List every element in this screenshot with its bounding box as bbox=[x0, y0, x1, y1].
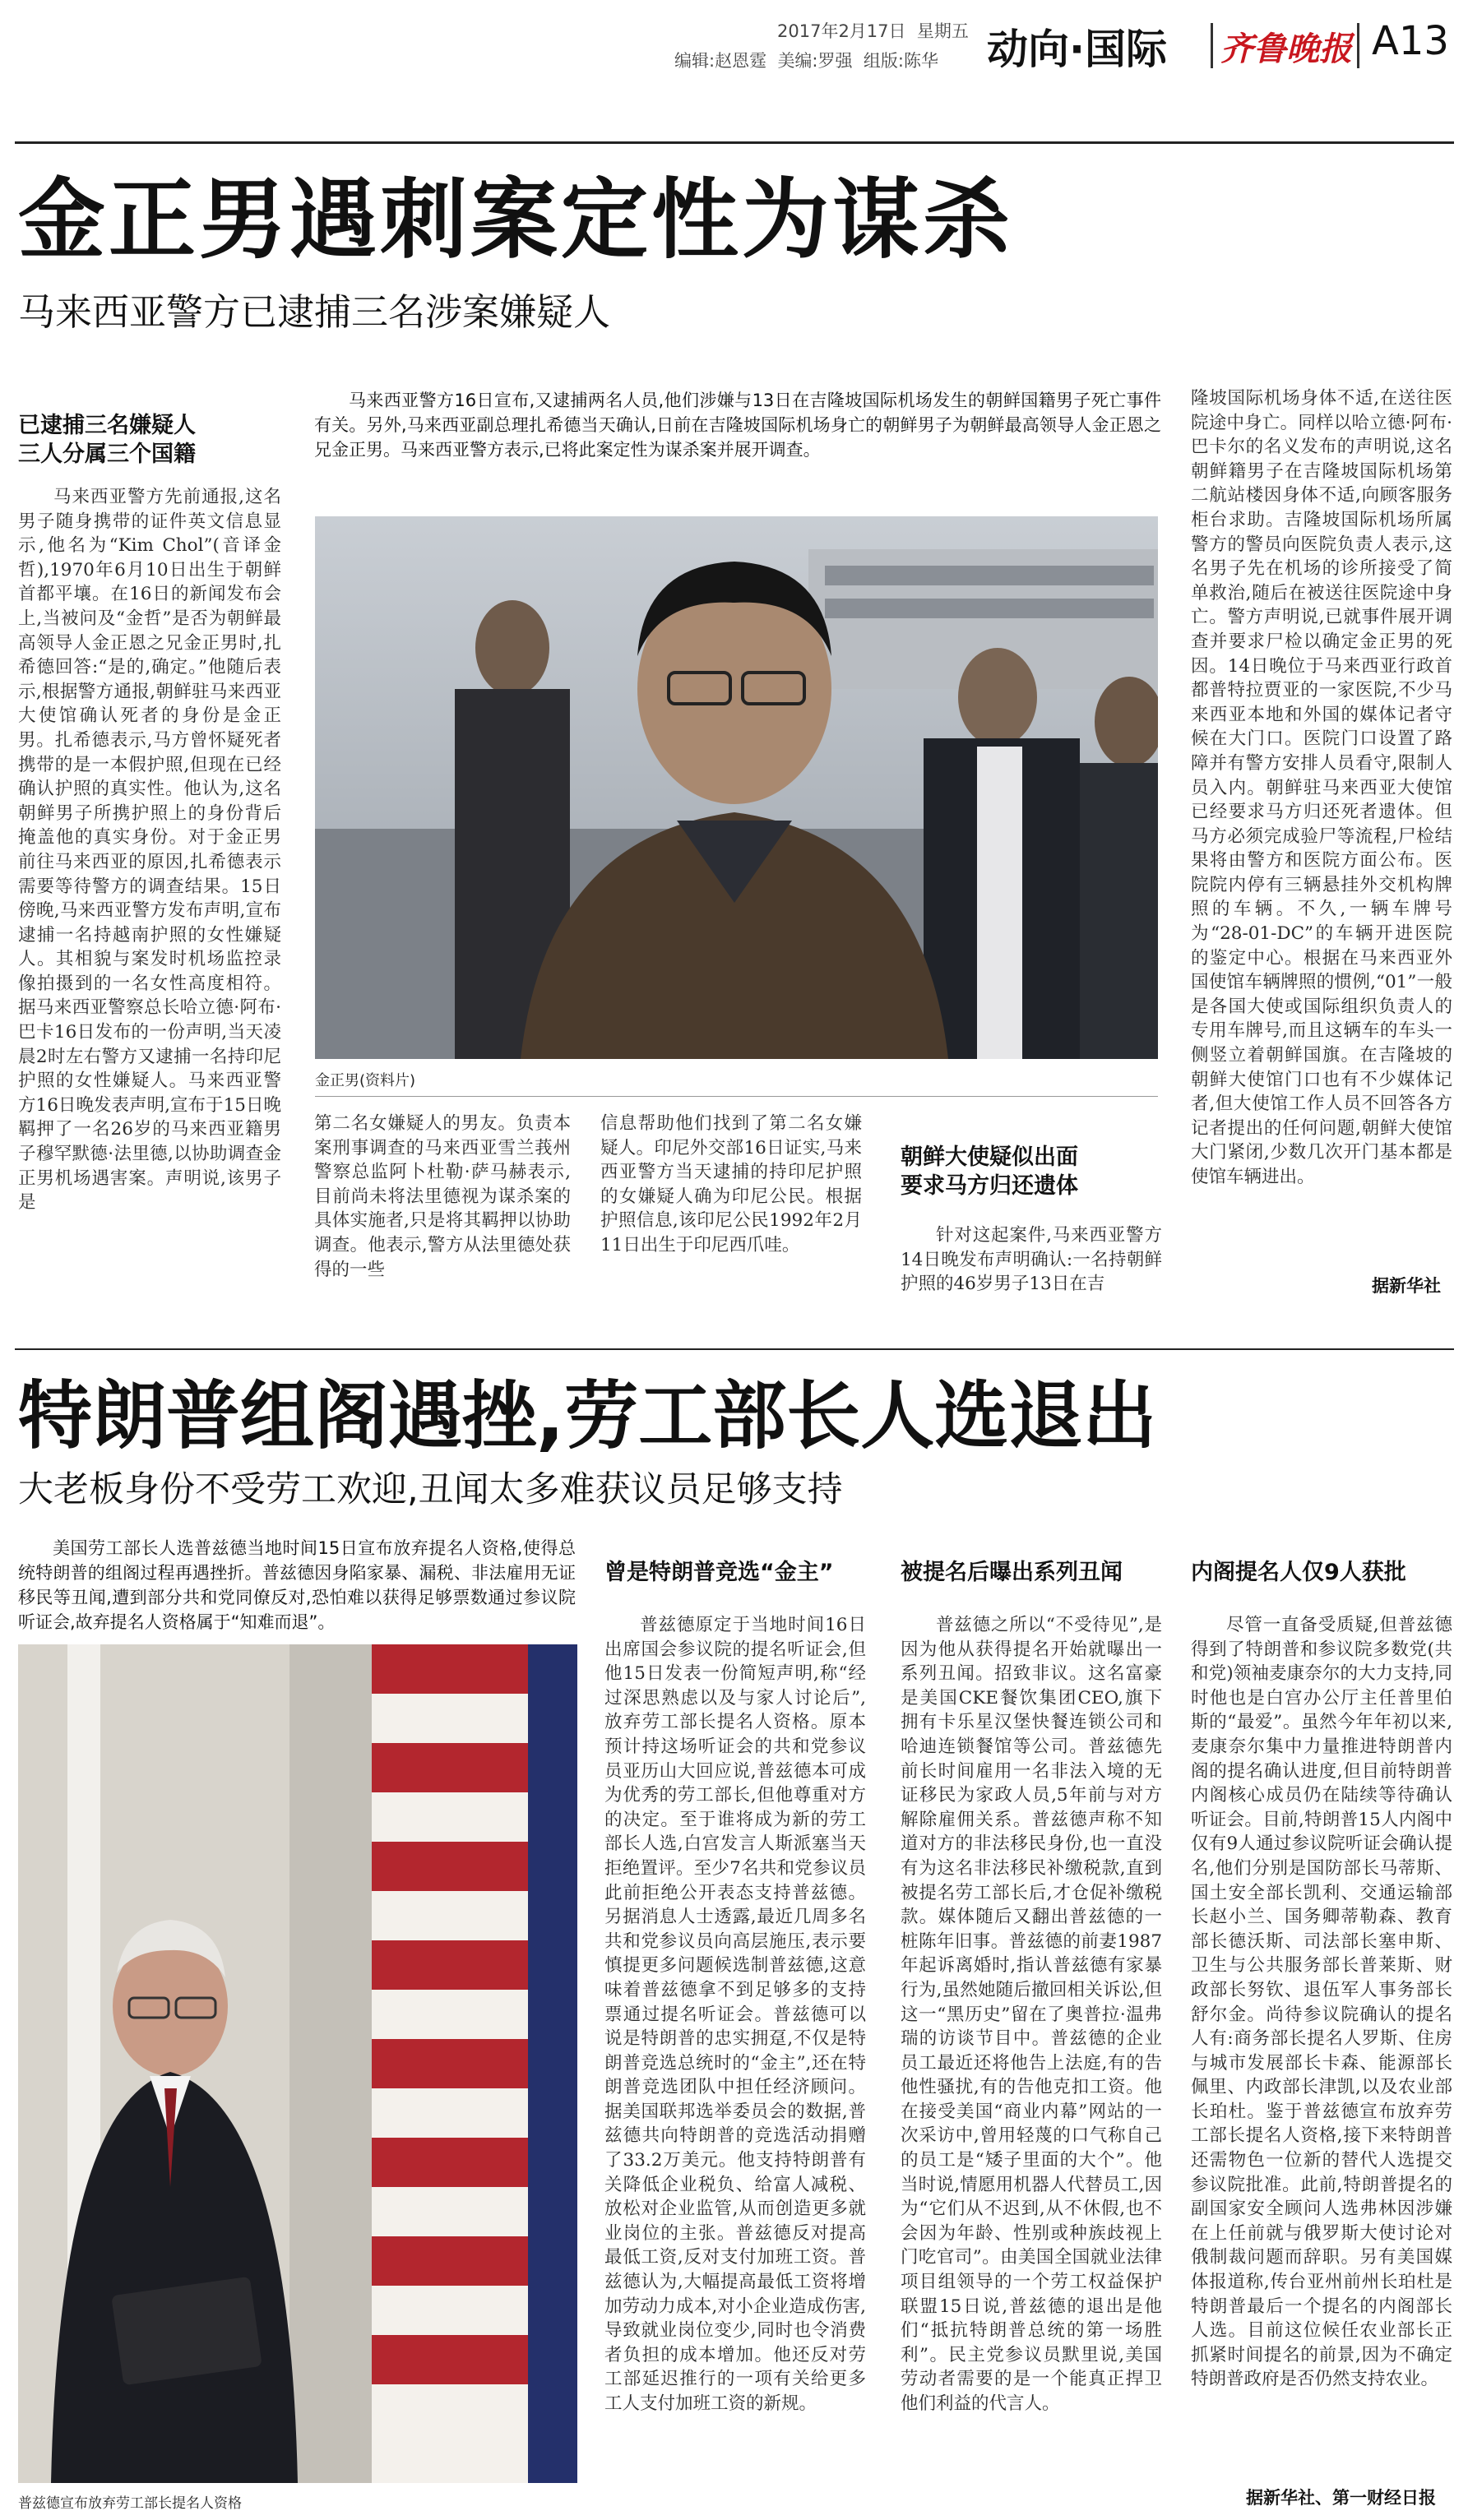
photo1-caption-rule bbox=[315, 1096, 1158, 1097]
story1-col2: 第二名女嫌疑人的男友。负责本案刑事调查的马来西亚雪兰莪州警察总监阿卜杜勒·萨马赫表示,目前尚未将法里德视为谋杀案的具体实施者,只是将其羁押以协助调查。他表示,警方从法里德处获得的一些 bbox=[314, 1113, 571, 1280]
story2-headline: 特朗普组阁遇挫,劳工部长人选退出 bbox=[18, 1373, 1157, 1459]
story1-credit: 据新华社 bbox=[1372, 1276, 1441, 1296]
story1-col1: 马来西亚警方先前通报,这名男子随身携带的证件英文信息显示,他名为“Kim Chol”(音译金哲),1970年6月10日出生于朝鲜首都平壤。在16日的新闻发布会上,当被问及“金哲”是否为朝鲜最高领导人金正恩之兄金正男时,扎希德回答:“是的,确定。”他随后表示,根据警方通报,朝鲜驻马来西亚大使馆确认死者的身份是金正男。扎希德表示,马方曾怀疑死者携带的是一本假护照,但现在已经确认护照的真实性。他认为,这名朝鲜男子所携护照上的身份背后掩盖他的真实身份。对于金正男前往马来西亚的原因,扎希德表示需要等待警方的调查结果。15日傍晚,马来西亚警方发布声明,宣布逮捕一名持越南护照的女性嫌疑人。其相貌与案发时机场监控录像拍摄到的一名女性高度相符。据马来西亚警察总长哈立德·阿布·巴卡16日发布的一份声明,当天凌晨2时左右警方又逮捕一名持印尼护照的女性嫌疑人。马来西亚警方16日晚发表声明,宣布于15日晚羁押了一名26岁的马来西亚籍男子穆罕默德·法里德,以协助调查金正男机场遇害案。声明说,该男子是 bbox=[18, 487, 281, 1214]
kim-jong-nam-photo bbox=[315, 516, 1158, 1059]
puzder-photo bbox=[18, 1644, 577, 2483]
story2-col-c: 尽管一直备受质疑,但普兹德得到了特朗普和参议院多数党(共和党)领袖麦康奈尔的大力支持,同时他也是白宫办公厅主任普里伯斯的“最爱”。虽然今年年初以来,麦康奈尔集中力量推进特朗普内阁的提名确认进度,但目前特朗普内阁核心成员仍在陆续等待确认听证会。目前,特朗普15人内阁中仅有9人通过参议院听证会确认提名,他们分别是国防部长马蒂斯、国土安全部长凯利、交通运输部长赵小兰、国务卿蒂勒森、教育部长德沃斯、司法部长塞申斯、卫生与公共服务部长普莱斯、财政部长努钦、退伍军人事务部长舒尔金。尚待参议院确认的提名人有:商务部长提名人罗斯、住房与城市发展部长卡森、能源部长佩里、内政部长津凯,以及农业部长珀杜。鉴于普兹德宣布放弃劳工部长提名人资格,接下来特朗普还需物色一位新的替代人选提交参议院批准。此前,特朗普提名的副国家安全顾问人选弗林因涉嫌在上任前就与俄罗斯大使讨论对俄制裁问题而辞职。另有美国媒体报道称,传台亚州前州长珀杜是特朗普最后一个提名的内阁部长人选。目前这位候任农业部长正抓紧时间提名的前景,因为不确定特朗普政府是否仍然支持农业。 bbox=[1191, 1615, 1452, 2390]
story1-headline: 金正男遇刺案定性为谋杀 bbox=[18, 169, 1013, 270]
story1-col4: 针对这起案件,马来西亚警方14日晚发布声明确认:一名持朝鲜护照的46岁男子13日在吉 bbox=[901, 1225, 1162, 1295]
story1-lead: 马来西亚警方16日宣布,又逮捕两名人员,他们涉嫌与13日在吉隆坡国际机场发生的朝鲜国籍男子死亡事件有关。另外,马来西亚副总理扎希德当天确认,日前在吉隆坡国际机场身亡的朝鲜男子为朝鲜最高领导人金正恩之兄金正男。马来西亚警方表示,已将此案定性为谋杀案并展开调查。 bbox=[314, 391, 1161, 460]
masthead-date: 2017年2月17日 星期五 bbox=[777, 21, 969, 41]
photo1-caption: 金正男(资料片) bbox=[315, 1072, 416, 1089]
story-separator bbox=[15, 1348, 1454, 1350]
puzder-photo-image bbox=[18, 1644, 577, 2483]
story1-col3: 信息帮助他们找到了第二名女嫌疑人。印尼外交部16日证实,马来西亚警方当天逮捕的持印尼护照的女嫌疑人确为印尼公民。根据护照信息,该印尼公民1992年2月11日出生于印尼西爪哇。 bbox=[600, 1113, 862, 1255]
story2-credit: 据新华社、第一财经日报 bbox=[1246, 2488, 1436, 2508]
story2-head-c: 内阁提名人仅9人获批 bbox=[1191, 1560, 1406, 1585]
masthead-divider bbox=[1211, 23, 1213, 68]
masthead-rule bbox=[15, 141, 1454, 144]
story2-col-b: 普兹德之所以“不受待见”,是因为他从获得提名开始就曝出一系列丑闻。招致非议。这名富豪是美国CKE餐饮集团CEO,旗下拥有卡乐星汉堡快餐连锁公司和哈迪连锁餐馆等公司。普兹德先前长时间雇用一名非法入境的无证移民为家政人员,5年前与对方解除雇佣关系。普兹德声称不知道对方的非法移民身份,也一直没有为这名非法移民补缴税款,直到被提名劳工部长后,才仓促补缴税款。媒体随后又翻出普兹德的一桩陈年旧事。普兹德的前妻1987年起诉离婚时,指认普兹德有家暴行为,虽然她随后撤回相关诉讼,但这一“黑历史”留在了奥普拉·温弗瑞的访谈节目中。普兹德的企业员工最近还将他告上法庭,有的告他性骚扰,有的告他克扣工资。他在接受美国“商业内幕”网站的一次采访中,曾用轻蔑的口气称自己的员工是“矮子里面的大个”。他当时说,情愿用机器人代替员工,因为“它们从不迟到,从不休假,也不会因为年龄、性别或种族歧视上门吃官司”。由美国全国就业法律项目组领导的一个劳工权益保护联盟15日说,普兹德的退出是他们“抵抗特朗普总统的第一场胜利”。民主党参议员默里说,美国劳动者需要的是一个能真正捍卫他们利益的代言人。 bbox=[901, 1615, 1162, 2414]
story1-subheadline: 马来西亚警方已逮捕三名涉案嫌疑人 bbox=[18, 290, 611, 334]
page-number: A13 bbox=[1372, 18, 1449, 64]
masthead bbox=[0, 0, 1468, 144]
story1-sidehead2: 朝鲜大使疑似出面 要求马方归还遗体 bbox=[901, 1144, 1078, 1199]
masthead-divider-2 bbox=[1357, 23, 1359, 68]
masthead-staff: 编辑:赵恩霆 美编:罗强 组版:陈华 bbox=[674, 51, 938, 71]
story2-head-b: 被提名后曝出系列丑闻 bbox=[901, 1560, 1123, 1585]
story1-sidehead: 已逮捕三名嫌疑人 三人分属三个国籍 bbox=[18, 413, 196, 467]
kim-jong-nam-photo-image bbox=[315, 516, 1158, 1059]
paper-logo: 齐鲁晚报 bbox=[1220, 30, 1352, 68]
section-name: 动向·国际 bbox=[987, 25, 1167, 73]
photo2-caption: 普兹德宣布放弃劳工部长提名人资格 bbox=[18, 2495, 242, 2512]
story2-head-a: 曾是特朗普竞选“金主” bbox=[604, 1560, 834, 1585]
story2-lead: 美国劳工部长人选普兹德当地时间15日宣布放弃提名人资格,使得总统特朗普的组阁过程再遇挫折。普兹德因身陷家暴、漏税、非法雇用无证移民等丑闻,遭到部分共和党同僚反对,恐怕难以获得足够票数通过参议院听证会,故弃提名人资格属于“知难而退”。 bbox=[18, 1538, 576, 1632]
story1-col5: 隆坡国际机场身体不适,在送往医院途中身亡。同样以哈立德·阿布·巴卡尔的名义发布的声明说,这名朝鲜籍男子在吉隆坡国际机场第二航站楼因身体不适,向顾客服务柜台求助。吉隆坡国际机场所属警方的警员向医院负责人表示,这名男子先在机场的诊所接受了简单救治,随后在被送往医院途中身亡。警方声明说,已就事件展开调查并要求尸检以确定金正男的死因。14日晚位于马来西亚行政首都普特拉贾亚的一家医院,不少马来西亚本地和外国的媒体记者守候在大门口。医院门口设置了路障并有警方安排人员看守,限制人员入内。朝鲜驻马来西亚大使馆已经要求马方归还死者遗体。但马方必须完成验尸等流程,尸检结果将由警方和医院方面公布。医院院内停有三辆悬挂外交机构牌照的车辆。不久,一辆车牌号为“28-01-DC”的车辆开进医院的鉴定中心。根据在马来西亚外国使馆车辆牌照的惯例,“01”一般是各国大使或国际组织负责人的专用车牌号,而且这辆车的车头一侧竖立着朝鲜国旗。在吉隆坡的朝鲜大使馆门口也有不少媒体记者,但大使馆工作人员不回答各方记者提出的任何问题,朝鲜大使馆大门紧闭,少数几次开门基本都是使馆车辆进出。 bbox=[1191, 388, 1452, 1187]
story2-col-a: 普兹德原定于当地时间16日出席国会参议院的提名听证会,但他15日发表一份简短声明,称“经过深思熟虑以及与家人讨论后”,放弃劳工部长提名人资格。原本预计持这场听证会的共和党参议员亚历山大回应说,普兹德本可成为优秀的劳工部长,但他尊重对方的决定。至于谁将成为新的劳工部长人选,白宫发言人斯派塞当天拒绝置评。至少7名共和党参议员此前拒绝公开表态支持普兹德。另据消息人士透露,最近几周多名共和党参议员向高层施压,表示要慎提更多问题候选制普兹德,这意味着普兹德拿不到足够多的支持票通过提名听证会。普兹德可以说是特朗普的忠实拥趸,不仅是特朗普竞选总统时的“金主”,还在特朗普竞选团队中担任经济顾问。据美国联邦选举委员会的数据,普兹德共向特朗普的竞选活动捐赠了33.2万美元。他支持特朗普有关降低企业税负、给富人减税、放松对企业监管,从而创造更多就业岗位的主张。普兹德反对提高最低工资,反对支付加班工资。普兹德认为,大幅提高最低工资将增加劳动力成本,对小企业造成伤害,导致就业岗位变少,同时也令消费者负担的成本增加。他还反对劳工部延迟推行的一项有关给更多工人支付加班工资的新规。 bbox=[604, 1615, 866, 2414]
story2-subheadline: 大老板身份不受劳工欢迎,丑闻太多难获议员足够支持 bbox=[18, 1469, 843, 1510]
